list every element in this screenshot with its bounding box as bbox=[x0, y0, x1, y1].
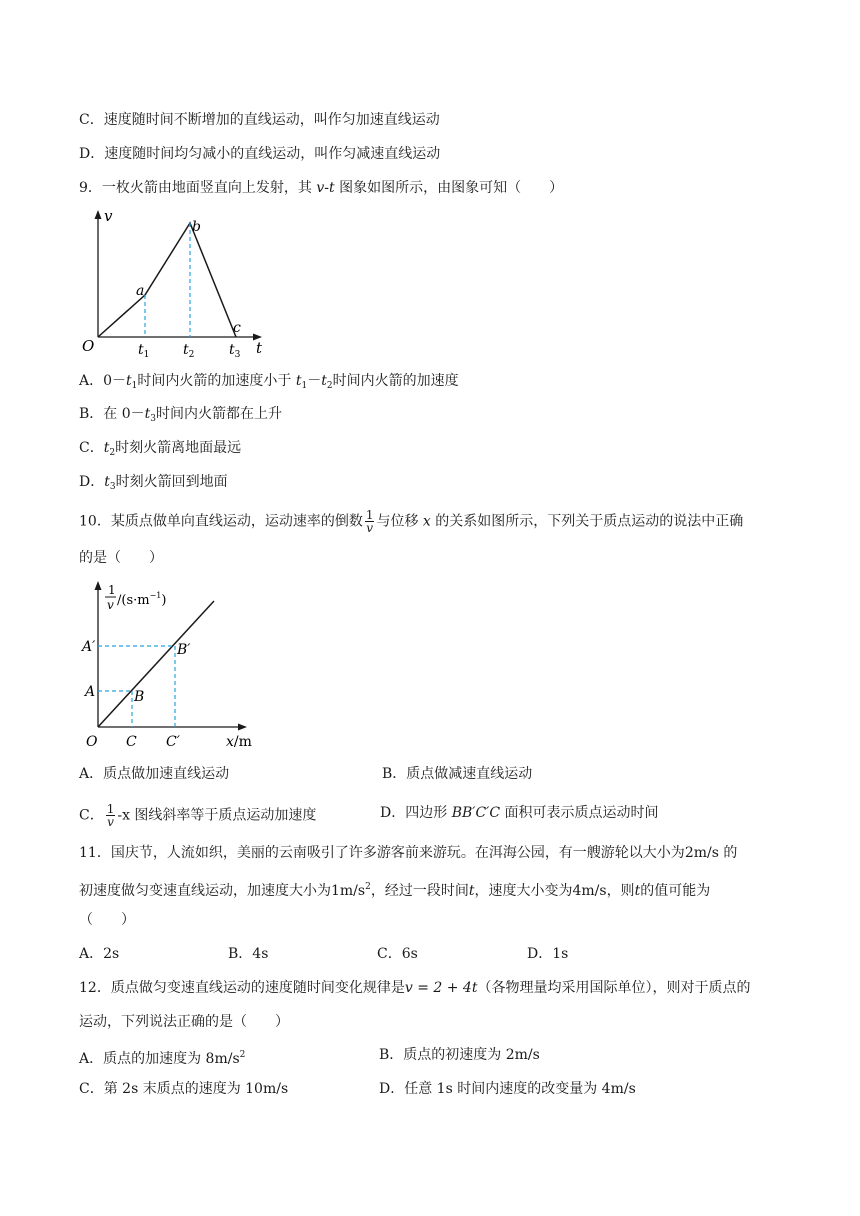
q10-stem-c: 的关系如图所示，下列关于质点运动的说法中正确 bbox=[430, 513, 744, 530]
q12-l2: 运动，下列说法正确的是（ ） bbox=[79, 1014, 289, 1030]
q10-stem-fraction bbox=[365, 509, 375, 534]
q9-stem-text-b: 图象如图所示，由图象可知（ ） bbox=[334, 180, 564, 196]
q9-tick-t3: $t_3$ bbox=[229, 342, 241, 360]
q9-point-b: b bbox=[192, 219, 201, 235]
q9-a-t2sub: 2 bbox=[326, 381, 333, 391]
q8-option-c bbox=[79, 110, 440, 130]
q12-option-b bbox=[379, 1045, 540, 1065]
q10-a-text: A．质点做加速直线运动 bbox=[79, 766, 230, 782]
q10-label-C: C bbox=[126, 734, 137, 750]
q10-origin-label: O bbox=[86, 734, 98, 750]
q11-l2-c: ，速度大小变为 bbox=[474, 883, 573, 899]
q11-stem-line1 bbox=[79, 843, 737, 863]
q9-a-t1b: t bbox=[295, 373, 302, 389]
q10-frac-den: v bbox=[366, 521, 374, 535]
q10-b-text: B．质点做减速直线运动 bbox=[382, 766, 533, 782]
q10-d-shape: BB′C′C bbox=[451, 805, 501, 821]
q10-d-post: 面积可表示质点运动时间 bbox=[500, 805, 659, 821]
q9-y-label: v bbox=[104, 207, 113, 225]
q9-b-post: 时间内火箭都在上升 bbox=[156, 406, 283, 422]
q10-label-A: A bbox=[85, 684, 96, 700]
q9-option-a bbox=[79, 371, 459, 396]
q10-option-b bbox=[382, 764, 532, 784]
q9-point-a: a bbox=[136, 283, 145, 299]
q10-stem-line2 bbox=[79, 548, 163, 568]
q12-l1-a: 12．质点做匀变速直线运动的速度随时间变化规律是 bbox=[79, 980, 405, 996]
q11-l2-exp: 2 bbox=[365, 882, 371, 892]
q10-y-label-num: 1 bbox=[108, 583, 116, 597]
q10-stem-line1 bbox=[79, 509, 743, 534]
q11-l2-d: ，则 bbox=[606, 883, 635, 899]
q10-y-arrow bbox=[95, 581, 102, 590]
q10-y-label-den: v bbox=[107, 598, 114, 612]
q9-a-t1bsub: 1 bbox=[301, 381, 308, 391]
q9-option-d bbox=[79, 472, 228, 497]
q11-l3: （ ） bbox=[79, 912, 135, 928]
q11-l2-t2: t bbox=[634, 883, 641, 899]
q9-option-c bbox=[79, 438, 241, 463]
q11-l2-e: 的值可能为 bbox=[640, 883, 711, 899]
q11-stem-line2 bbox=[79, 877, 710, 901]
q11-l1-a: 11．国庆节，人流如织，美丽的云南吸引了许多游客前来游玩。在洱海公园，有一艘游轮以大小为 bbox=[79, 845, 685, 861]
q9-point-c: c bbox=[233, 320, 241, 336]
q9-stem bbox=[79, 178, 563, 198]
q9-c-tsub: 2 bbox=[109, 448, 116, 458]
q10-label-B: B bbox=[134, 689, 145, 705]
q10-option-d bbox=[380, 803, 659, 823]
q9-c-t: t bbox=[103, 440, 110, 456]
q8-option-d-text: D．速度随时间均匀减小的直线运动，叫作匀减速直线运动 bbox=[79, 146, 441, 162]
q9-a-t2: t bbox=[321, 373, 327, 389]
q12-option-d bbox=[379, 1079, 636, 1099]
q9-y-arrow bbox=[95, 210, 102, 219]
q12-option-a bbox=[79, 1045, 245, 1069]
q10-label-Cp: C′ bbox=[166, 734, 180, 750]
q10-option-c bbox=[79, 803, 316, 828]
q10-c-pre: C． bbox=[79, 807, 104, 824]
q10-x-label: x/m bbox=[226, 734, 252, 750]
q12-a-exp: 2 bbox=[239, 1050, 246, 1060]
q9-b-tsub: 3 bbox=[150, 414, 157, 424]
q10-label-Ap: A′ bbox=[82, 639, 96, 655]
q10-d-pre: D．四边形 bbox=[380, 805, 452, 821]
q12-d-text: D．任意 1s 时间内速度的改变量为 4m/s bbox=[379, 1081, 636, 1097]
q11-l2-t: t bbox=[468, 883, 475, 899]
q12-b-text: B．质点的初速度为 2m/s bbox=[379, 1047, 540, 1063]
q10-c-den: v bbox=[107, 815, 114, 829]
q9-a-dash: － bbox=[307, 373, 322, 389]
q9-stem-text-a: 9．一枚火箭由地面竖直向上发射，其 bbox=[79, 180, 317, 196]
q8-option-d bbox=[79, 144, 440, 164]
q12-stem-line2 bbox=[79, 1012, 289, 1032]
q11-c-text: C．6s bbox=[377, 946, 418, 962]
q11-l1-b: 的 bbox=[718, 845, 738, 861]
q9-a-post: 时间内火箭的加速度 bbox=[332, 373, 459, 389]
q12-option-c bbox=[79, 1079, 288, 1099]
q8-option-c-text: C．速度随时间不断增加的直线运动，叫作匀加速直线运动 bbox=[79, 112, 440, 128]
q12-l1-b: （各物理量均采用国际单位），则对于质点的 bbox=[477, 980, 751, 996]
q11-option-b bbox=[228, 944, 268, 964]
q9-c-pre: C． bbox=[79, 440, 104, 456]
q9-option-b bbox=[79, 404, 282, 429]
q9-a-t1sub: 1 bbox=[131, 381, 138, 391]
q10-c-post: -x 图线斜率等于质点运动加速度 bbox=[117, 807, 317, 824]
q12-a-pre: A．质点的加速度为 8m/s bbox=[79, 1051, 240, 1067]
q9-x-label: t bbox=[256, 339, 263, 357]
q9-stem-vt: v-t bbox=[316, 180, 335, 196]
q10-stem-b: 与位移 bbox=[376, 513, 423, 530]
q10-c-fraction bbox=[106, 803, 116, 828]
q11-b-text: B．4s bbox=[228, 946, 269, 962]
q10-y-label-unit: $/(s\cdot m^{-1})$ bbox=[117, 591, 167, 608]
q10-graph bbox=[76, 578, 266, 753]
q11-l2-b: ，经过一段时间 bbox=[370, 883, 469, 899]
q11-l2-a: 初速度做匀变速直线运动，加速度大小为 bbox=[79, 883, 331, 899]
q9-b-pre: B．在 0－ bbox=[79, 406, 145, 422]
q9-c-post: 时刻火箭离地面最远 bbox=[115, 440, 242, 456]
q10-option-a bbox=[79, 764, 229, 784]
q10-x-arrow bbox=[238, 724, 247, 731]
q10-line bbox=[98, 601, 214, 727]
q9-d-t: t bbox=[104, 474, 110, 490]
q10-label-Bp: B′ bbox=[177, 642, 191, 658]
q11-option-c bbox=[377, 944, 418, 964]
q10-stem-line2-text: 的是（ ） bbox=[79, 550, 163, 566]
q9-origin-label: O bbox=[82, 337, 95, 355]
q9-tick-t2: $t_2$ bbox=[183, 342, 195, 360]
q9-tick-t1: $t_1$ bbox=[138, 342, 150, 360]
q10-stem-x: x bbox=[422, 513, 431, 530]
q11-option-a bbox=[79, 944, 119, 964]
q11-a-text: A．2s bbox=[79, 946, 120, 962]
q11-d-text: D．1s bbox=[527, 946, 569, 962]
q10-stem-a: 10．某质点做单向直线运动，运动速率的倒数 bbox=[79, 513, 363, 530]
q9-vt-line bbox=[98, 223, 236, 337]
q11-l1-v: 2m/s bbox=[684, 845, 719, 861]
q10-c-num: 1 bbox=[106, 802, 115, 816]
q11-l2-acc: 1m/s bbox=[331, 883, 366, 899]
q12-formula: v = 2 + 4t bbox=[404, 980, 478, 996]
q9-a-pre: A．0－ bbox=[79, 373, 127, 389]
q12-c-text: C．第 2s 末质点的速度为 10m/s bbox=[79, 1081, 289, 1097]
q9-a-t1: t bbox=[126, 373, 132, 389]
q9-vt-graph bbox=[78, 205, 278, 365]
q9-d-pre: D． bbox=[79, 474, 105, 490]
q9-d-post: 时刻火箭回到地面 bbox=[115, 474, 228, 490]
q9-b-t: t bbox=[144, 406, 151, 422]
q12-stem-line1 bbox=[79, 978, 750, 998]
q9-a-mid: 时间内火箭的加速度小于 bbox=[137, 373, 296, 389]
q11-l2-v: 4m/s bbox=[572, 883, 607, 899]
q11-stem-line3 bbox=[79, 910, 135, 930]
q10-frac-num: 1 bbox=[365, 508, 374, 522]
q11-option-d bbox=[527, 944, 568, 964]
q9-d-tsub: 3 bbox=[109, 482, 116, 492]
